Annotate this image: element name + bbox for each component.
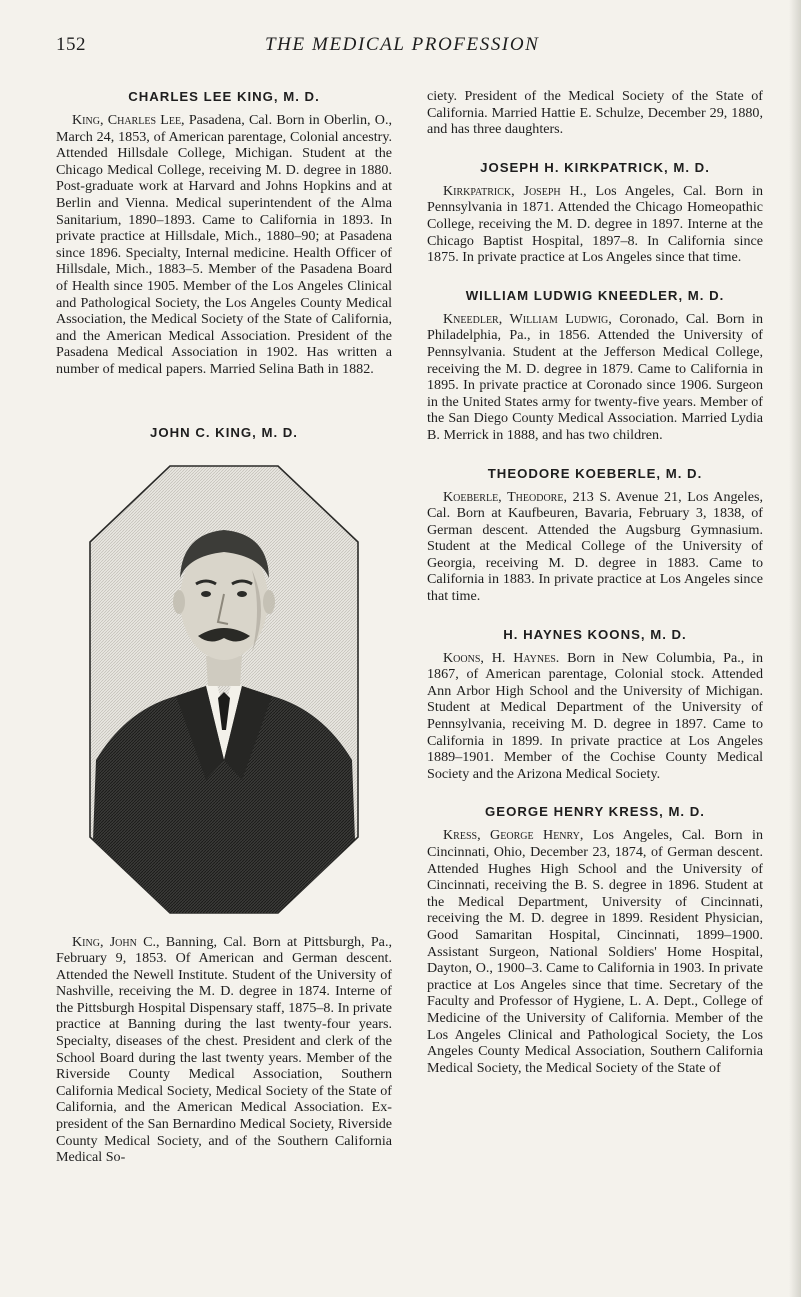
entry-text: Los Angeles, Cal. Born in Cincinnati, Ohio, December 23, 1874, of German descent. Attended Hughes High School and the University of Cincinnati, receiving the B. S. degree in 1896. Student at the Medical Department, University of Cincinnati, receiving the M. D. degree in 1899. Resident Physician, Good Samaritan Hospital, Cincinnati, 1899–1900. Assistant Surgeon, National Soldiers' Home Hospital, Dayton, O., 1900–3. Came to California in 1903. In private practice at Los Angeles since that time. Secretary of the Faculty and Professor of Hygiene, L. A. Dept., College of Medicine of the University of California. Member of the Los Angeles Clinical and Pathological Society, the Los Angeles County Medical Association, Southern California Medical Society, the Medical Society of the State of <box>427 827 764 1076</box>
left-column <box>56 88 392 1166</box>
entry-heading: GEORGE HENRY KRESS, M. D. <box>485 804 705 820</box>
entry-lead-name: Koeberle, Theodore, <box>443 488 567 505</box>
entry-bio <box>427 311 763 444</box>
entry-bio <box>427 183 763 266</box>
entry-lead-name: Koons, H. Haynes. <box>443 649 560 666</box>
entry-charles-lee-king <box>56 88 392 378</box>
entry-heading: THEODORE KOEBERLE, M. D. <box>487 465 703 481</box>
entry-lead-name: Kirkpatrick, Joseph H., <box>443 182 587 199</box>
entry-lead-name: Kneedler, William Ludwig, <box>443 310 612 327</box>
right-column <box>427 88 763 1076</box>
entry-text: Pasadena, Cal. Born in Oberlin, O., March 24, 1853, of American parentage, Colonial ancestry. Attended Hillsdale College, Michigan. Student at the Chicago Medical College, receiving M. D. degree in 1880. Post-graduate work at Harvard and Johns Hopkins and at Berlin and Vienna. Medical superintendent of the Alma Sanitarium, 1890–1893. Came to California in 1893. In private practice at Hillsdale, Mich., 1880–90; at Pasadena since 1896. Specialty, Internal medicine. Health Officer of Hillsdale, Mich., 1883–5. Member of the Pasadena Board of Health since 1905. Member of the Los Angeles Clinical and Pathological Society, the Los Angeles County Medical Association, the Medical Society of the State of California, and the American Medical Association. President of the Pasadena Medical Association in 1902. Has written a number of medical papers. Married Selina Bath in 1882. <box>56 112 392 377</box>
page-header <box>0 34 801 58</box>
entry-william-ludwig-kneedler <box>427 287 763 444</box>
entry-theodore-koeberle <box>427 465 763 605</box>
portrait-john-c-king <box>56 460 392 920</box>
entry-heading: JOSEPH H. KIRKPATRICK, M. D. <box>480 159 710 175</box>
entry-john-c-king <box>56 424 392 1166</box>
entry-bio <box>56 112 392 378</box>
entry-heading: WILLIAM LUDWIG KNEEDLER, M. D. <box>465 287 725 303</box>
entry-text: Coronado, Cal. Born in Philadelphia, Pa., in 1856. Attended the University of Pennsylvania. Student at the Jefferson Medical College, receiving the M. D. degree in 1879. Came to California in 1895. In private practice at Coronado since 1906. Surgeon in the United States army for twenty-five years. Member of the San Diego County Medical Association. Married Lydia B. Merrick in 1888, and has two children. <box>427 310 763 443</box>
entry-text: Born in New Columbia, Pa., in 1867, of American parentage, Colonial stock. Attended Ann Arbor High School and the University of Michigan. Student at Medical Department of the University of Pennsylvania, receiving M. D. degree in 1897. Came to California in 1899. In private practice at Los Angeles 1889–1901. Member of the Cochise County Medical Society and the Arizona Medical Society. <box>427 649 764 782</box>
entry-bio <box>427 489 763 605</box>
entry-bio <box>427 650 763 783</box>
running-head: THE MEDICAL PROFESSION <box>265 34 540 55</box>
entry-text: 213 S. Avenue 21, Los Angeles, Cal. Born at Kaufbeuren, Bavaria, February 3, 1838, of German descent. Attended the Augsburg Gymnasium. Student at the Medical College of the University of Georgia, receiving M. D. degree in 1883. Came to California in 1883. In private practice at Los Angeles since that time. <box>427 488 763 605</box>
entry-text: Los Angeles, Cal. Born in Pennsylvania in 1871. Attended the Chicago Homeopathic College, receiving the M. D. degree in 1897. Interne at the Chicago Baptist Hospital, 1897–8. In California since 1875. In private practice at Los Angeles since that time. <box>427 182 763 266</box>
entry-heading: H. HAYNES KOONS, M. D. <box>503 626 687 642</box>
entry-h-haynes-koons <box>427 626 763 783</box>
entry-heading: CHARLES LEE KING, M. D. <box>128 89 320 104</box>
entry-lead-name: King, Charles Lee, <box>72 112 185 128</box>
entry-lead-name: King, John C., <box>72 933 160 950</box>
page-edge-shadow <box>789 0 801 1297</box>
entry-lead-name: Kress, George Henry, <box>443 827 584 844</box>
entry-bio <box>56 934 392 1166</box>
entry-heading: JOHN C. KING, M. D. <box>150 424 298 440</box>
oval-portrait-engraving <box>56 460 392 920</box>
entry-bio-continuation: ciety. President of the Medical Society of the State of California. Married Hattie E. Schulze, December 29, 1880, and has three daughters. <box>427 88 763 138</box>
entry-bio <box>427 827 763 1076</box>
page-number: 152 <box>56 34 86 55</box>
entry-text: Banning, Cal. Born at Pittsburgh, Pa., February 9, 1853. Of American and German descent. Attended the Newell Institute. Student of the University of Nashville, receiving the M. D. degree in 1874. Interne of the Pittsburgh Hospital Dispensary staff, 1875–8. In private practice at Banning during the last twenty-four years. Specialty, diseases of the chest. President and clerk of the School Board during the last twenty years. Member of the Riverside County Medical Association, Southern California Medical Society, Medical Society of the State of California, and the American Medical Association. Ex-president of the San Bernardino Medical Society, Riverside County Medical Society, and of the Southern California Medical So- <box>56 933 392 1166</box>
entry-george-henry-kress <box>427 803 763 1076</box>
entry-joseph-h-kirkpatrick <box>427 159 763 266</box>
